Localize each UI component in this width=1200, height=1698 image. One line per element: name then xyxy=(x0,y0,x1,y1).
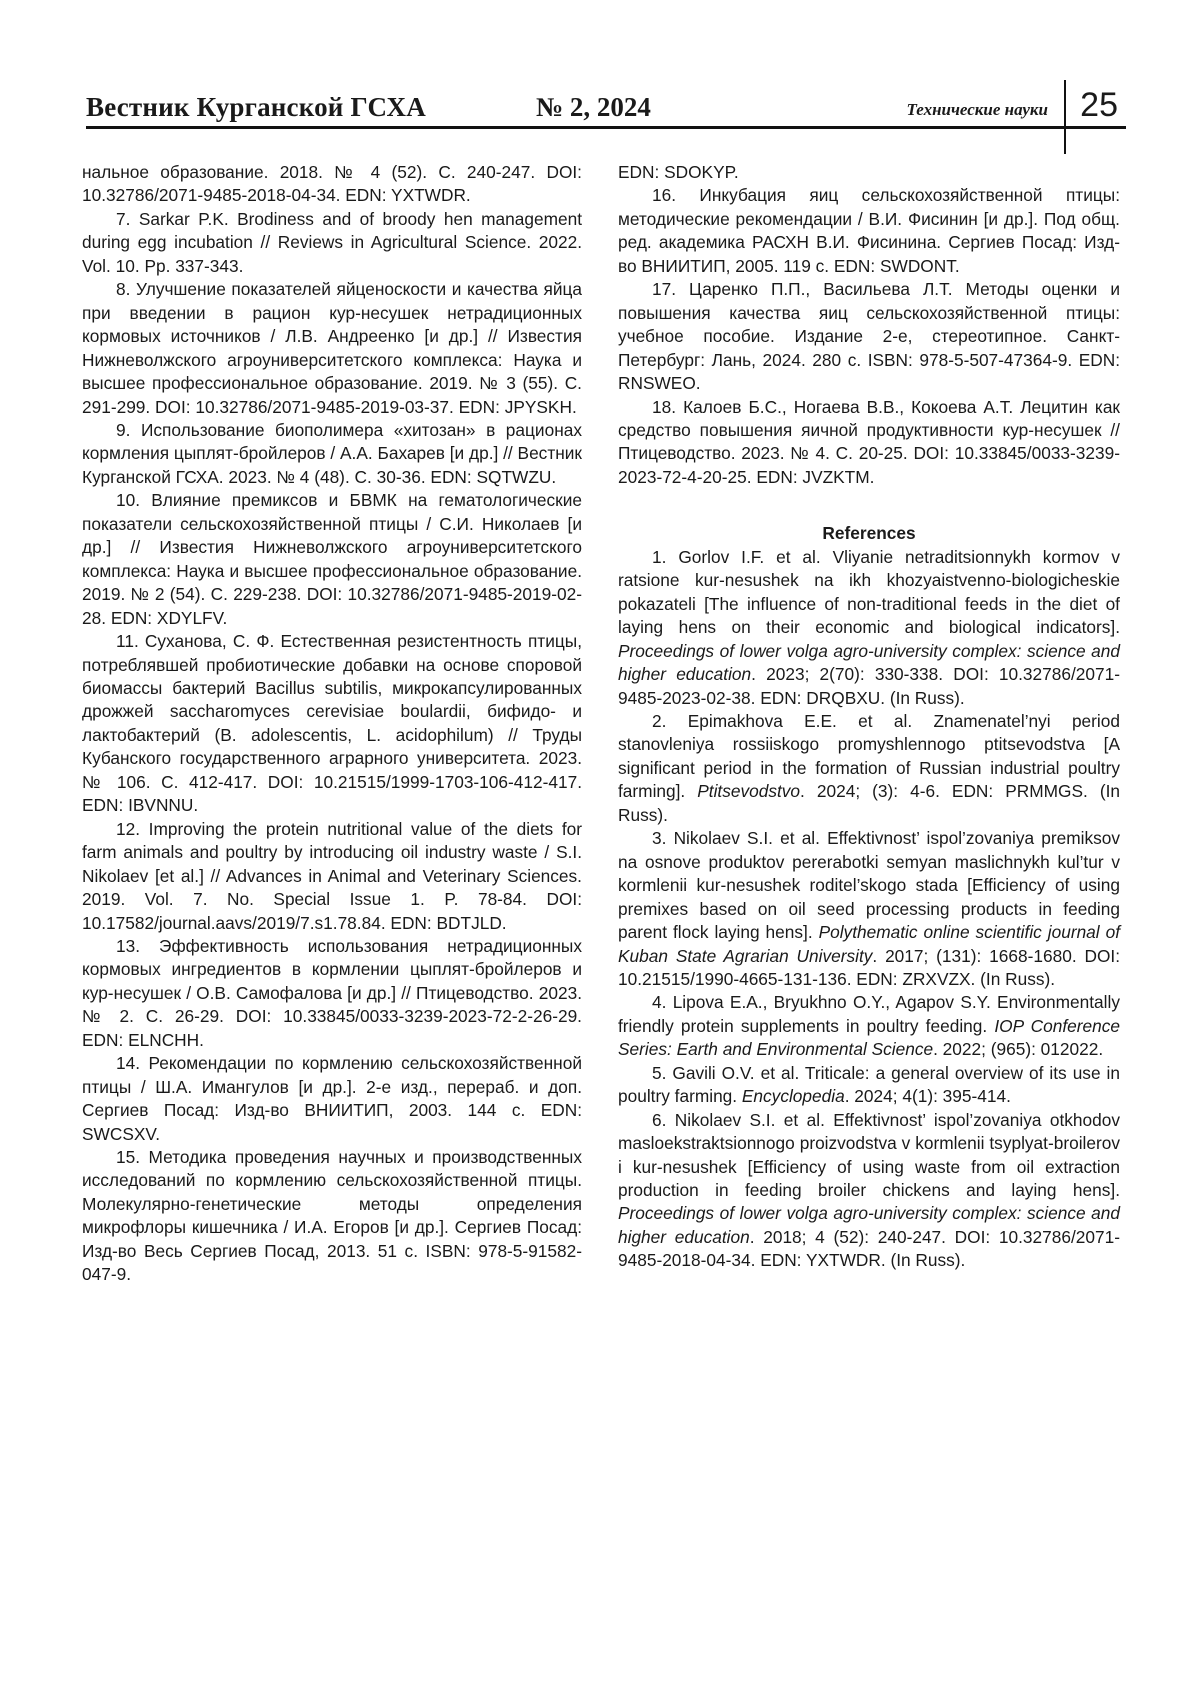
reference-entry xyxy=(618,1109,1120,1273)
bibliography-entry: 18. Калоев Б.С., Ногаева В.В., Кокоева А.Т. Лецитин как средство повышения яичной продуктивности кур-несушек // Птицеводство. 2023. № 4. С. 20-25. DOI: 10.33845/0033-3239-2023-72-4-20-25. EDN: JVZKTM. xyxy=(618,396,1120,487)
bibliography-entry: 14. Рекомендации по кормлению сельскохозяйственной птицы / Ш.А. Имангулов [и др.]. 2-е изд., перераб. и доп. Сергиев Посад: Изд-во ВНИИТИП, 2003. 144 с. EDN: SWCSXV. xyxy=(82,1053,582,1144)
reference-journal: Proceedings of lower volga agro-university complex: science and higher education xyxy=(618,1203,1120,1247)
references-heading: References xyxy=(822,523,916,544)
reference-journal: Proceedings of lower volga agro-university complex: science and higher education xyxy=(618,640,1120,685)
header-rule xyxy=(86,126,1126,129)
section-name: Технические науки xyxy=(906,100,1048,119)
reference-text: 5. Gavili O.V. et al. Triticale: a general overview of its use in poultry farming. xyxy=(618,1062,1120,1107)
left-column xyxy=(82,161,582,1287)
reference-entry xyxy=(618,1062,1120,1109)
bibliography-entry: 9. Использование биополимера «хитозан» в рационах кормления цыплят-бройлеров / А.А. Бахарев [и др.] // Вестник Курганской ГСХА. 2023. № 4 (48). С. 30-36. EDN: SQTWZU. xyxy=(82,419,582,487)
reference-entry xyxy=(618,991,1120,1061)
reference-details: . 2017; (131): 1668-1680. DOI: 10.21515/1990-4665-131-136. EDN: ZRXVZX. (In Russ). xyxy=(618,945,1120,989)
reference-details: . 2024; (3): 4-6. EDN: PRMMGS. (In Russ). xyxy=(618,781,1121,825)
bibliography-entry: EDN: SDOKYP. xyxy=(618,162,739,182)
bibliography-entry: 11. Суханова, С. Ф. Естественная резистентность птицы, потреблявшей пробиотические добавки на основе споровой биомассы бактерий Bacillus subtilis, микрокапсулированных дрожжей saccharomyces cerevisiae boulardii, бифидо- и лактобактерий (B. adolescentis, L. acidophilum) // Труды Кубанского государственного аграрного университета. 2023. № 106. С. 412-417. DOI: 10.21515/1999-1703-106-412-417. EDN: IBVNNU. xyxy=(82,631,582,816)
bibliography-entry: 7. Sarkar P.K. Brodiness and of broody hen management during egg incubation // Reviews in Agricultural Science. 2022. Vol. 10. Pp. 337-343. xyxy=(82,208,582,276)
reference-text: 1. Gorlov I.F. et al. Vliyanie netraditsionnykh kormov v ratsione kur-nesushek na ikh khozyaistvenno-biologicheskie pokazateli [The influence of non-traditional feeds in the diet of laying hens on their economic and biological indicators]. xyxy=(618,546,1120,638)
reference-details: . 2023; 2(70): 330-338. DOI: 10.32786/2071-9485-2023-02-38. EDN: DRQBXU. (In Russ). xyxy=(618,664,1120,708)
reference-details: . 2022; (965): 012022. xyxy=(933,1039,1104,1060)
reference-text: 2. Epimakhova E.E. et al. Znamenatel’nyi period stanovleniya rossiiskogo promyshlennogo ptitsevodstva [A significant period in the formation of Russian industrial poultry farming]. xyxy=(618,710,1120,802)
reference-journal: Encyclopedia xyxy=(741,1086,845,1107)
reference-text: 4. Lipova E.A., Bryukhno O.Y., Agapov S.Y. Environmentally friendly protein supplements in poultry feeding. xyxy=(618,992,1120,1036)
bibliography-entry: 16. Инкубация яиц сельскохозяйственной птицы: методические рекомендации / В.И. Фисинин [и др.]. Под общ. ред. академика РАСХН В.И. Фисинина. Сергиев Посад: Изд-во ВНИИТИП, 2005. 119 с. EDN: SWDONT. xyxy=(618,185,1120,276)
reference-text: 6. Nikolaev S.I. et al. Effektivnost’ ispol’zovaniya otkhodov masloekstraktsionnogo proizvodstva v kormlenii tsyplyat-broilerov i kur-nesushek [Efficiency of using waste from oil extraction production in feeding broiler chickens and laying hens]. xyxy=(618,1109,1120,1201)
bibliography-continued xyxy=(618,161,1120,489)
bibliography-entry: 13. Эффективность использования нетрадиционных кормовых ингредиентов в кормлении цыплят-бройлеров и кур-несушек / О.В. Самофалова [и др.] // Птицеводство. 2023. № 2. С. 26-29. DOI: 10.33845/0033-3239-2023-72-2-26-29. EDN: ELNCHH. xyxy=(82,935,582,1050)
header-vertical-divider xyxy=(1064,80,1066,154)
page-number: 25 xyxy=(1080,86,1118,124)
reference-entry xyxy=(618,710,1120,827)
journal-title: Вестник Курганской ГСХА xyxy=(86,92,426,122)
reference-journal: Polythematic online scientific journal of Kuban State Agrarian University xyxy=(618,922,1120,966)
reference-entry xyxy=(618,546,1120,710)
bibliography-entry: 17. Царенко П.П., Васильева Л.Т. Методы оценки и повышения качества яиц сельскохозяйственной птицы: учебное пособие. Издание 2-е, стереотипное. Санкт-Петербург: Лань, 2024. 280 с. ISBN: 978-5-507-47364-9. EDN: RNSWEO. xyxy=(618,279,1120,394)
issue-number: № 2, 2024 xyxy=(536,92,651,122)
reference-details: . 2024; 4(1): 395-414. xyxy=(844,1086,1011,1107)
page-header xyxy=(86,86,1126,138)
reference-details: . 2018; 4 (52): 240-247. DOI: 10.32786/2071-9485-2018-04-34. EDN: YXTWDR. (In Russ). xyxy=(618,1226,1120,1271)
references-list xyxy=(618,546,1120,1273)
bibliography-entry: 8. Улучшение показателей яйценоскости и качества яйца при введении в рацион кур-несушек нетрадиционных кормовых источников / Л.В. Андреенко [и др.] // Известия Нижневолжского агроуниверситетского комплекса: Наука и высшее профессиональное образование. 2019. № 3 (55). С. 291-299. DOI: 10.32786/2071-9485-2019-03-37. EDN: JPYSKH. xyxy=(82,279,582,417)
right-column xyxy=(618,161,1120,1273)
reference-entry xyxy=(618,827,1120,991)
bibliography-entry: нальное образование. 2018. № 4 (52). С. 240-247. DOI: 10.32786/2071-9485-2018-04-34. EDN: YXTWDR. xyxy=(82,162,582,206)
bibliography-entry: 12. Improving the protein nutritional value of the diets for farm animals and poultry by introducing oil industry waste / S.I. Nikolaev [et al.] // Advances in Animal and Veterinary Sciences. 2019. Vol. 7. No. Special Issue 1. P. 78-84. DOI: 10.17582/journal.aavs/2019/7.s1.78.84. EDN: BDTJLD. xyxy=(82,818,582,933)
bibliography-entry: 10. Влияние премиксов и БВМК на гематологические показатели сельскохозяйственной птицы / С.И. Николаев [и др.] // Известия Нижневолжского агроуниверситетского комплекса: Наука и высшее профессиональное образование. 2019. № 2 (54). С. 229-238. DOI: 10.32786/2071-9485-2019-02-28. EDN: XDYLFV. xyxy=(82,490,582,628)
reference-journal: IOP Conference Series: Earth and Environmental Science xyxy=(618,1015,1120,1060)
reference-journal: Ptitsevodstvo xyxy=(697,781,801,802)
reference-text: 3. Nikolaev S.I. et al. Effektivnost’ ispol’zovaniya premiksov na osnove produktov pererabotki semyan maslichnykh kul’tur v kormlenii kur-nesushek roditel’skogo stada [Efficiency of using premixes based on oil seed processing products in feeding parent flock laying hens]. xyxy=(618,828,1120,943)
bibliography-entry: 15. Методика проведения научных и производственных исследований по кормлению сельскохозяйственной птицы. Молекулярно-генетические методы определения микрофлоры кишечника / И.А. Егоров [и др.]. Сергиев Посад: Изд-во Весь Сергиев Посад, 2013. 51 с. ISBN: 978-5-91582-047-9. xyxy=(82,1147,582,1285)
